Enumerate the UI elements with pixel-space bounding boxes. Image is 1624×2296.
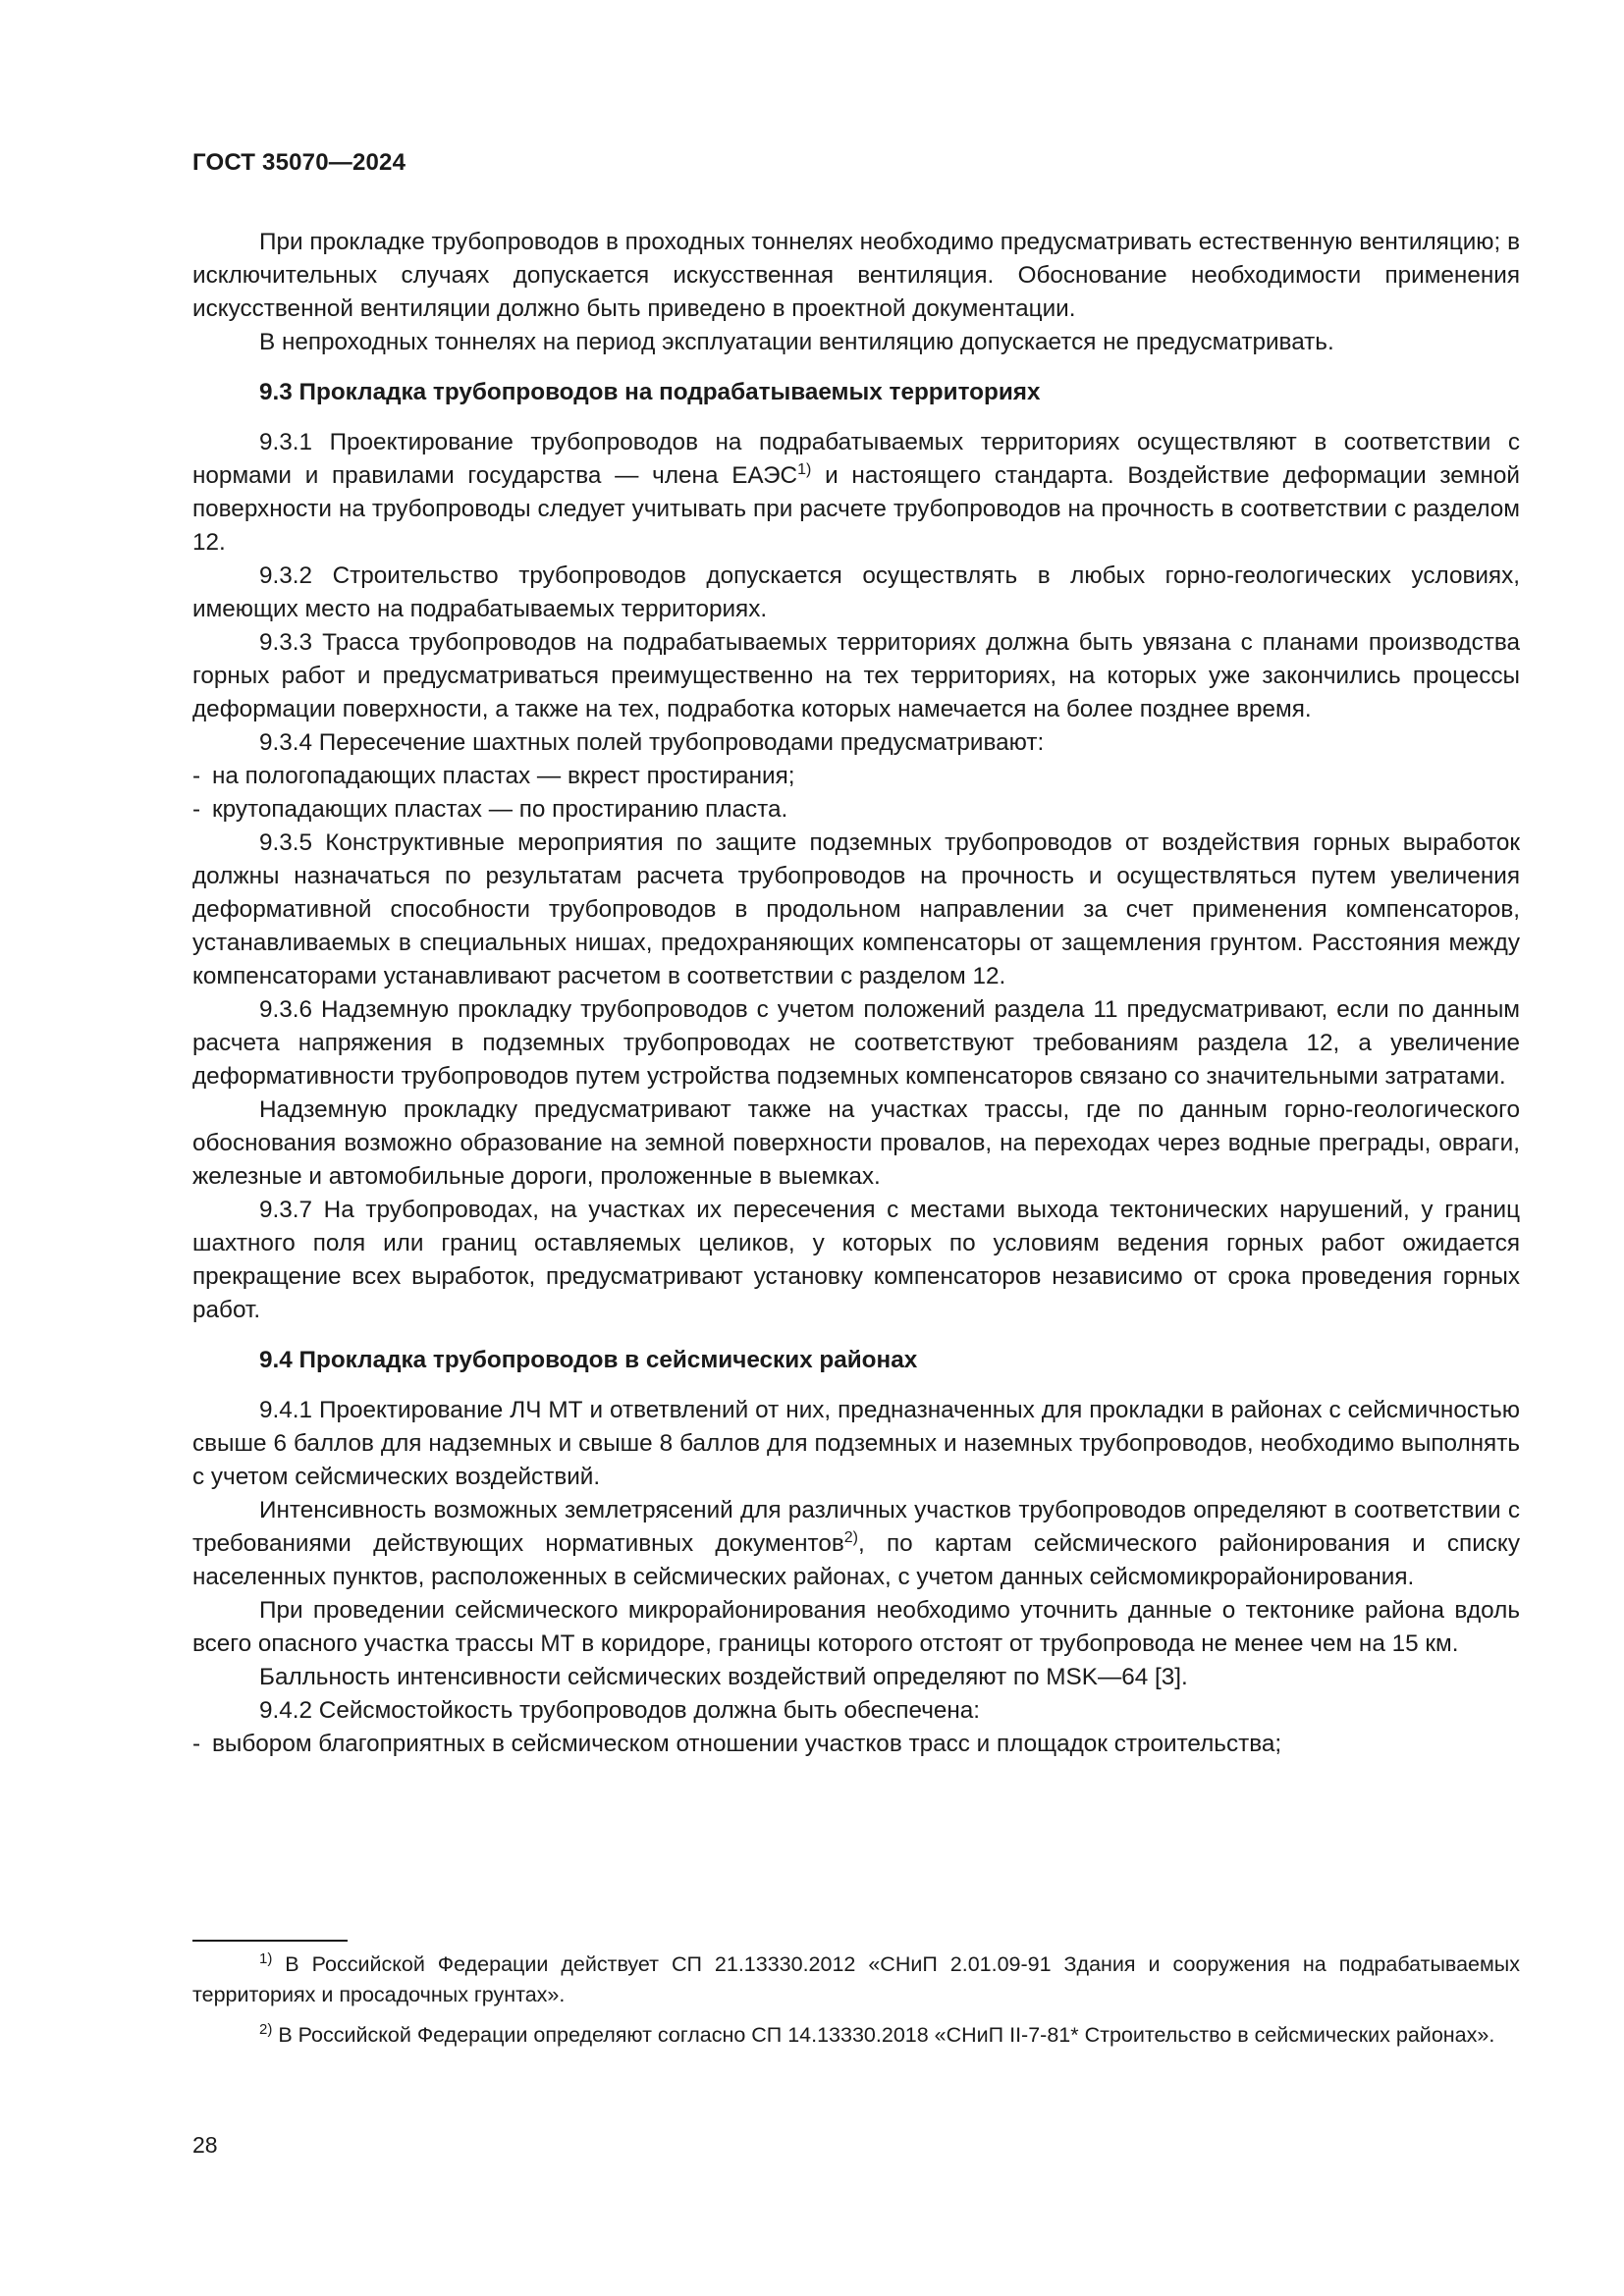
footnote-mark: 1) — [259, 1950, 273, 1967]
paragraph-microzoning: При проведении сейсмического микрорайонирования необходимо уточнить данные о тектонике района вдоль всего опасного участка трассы МТ в коридоре, границы которого отстоят от трубопровода не менее чем на 15 км. — [192, 1597, 1520, 1657]
paragraph-tunnel-ventilation: При прокладке трубопроводов в проходных тоннелях необходимо предусматривать естественную вентиляцию; в исключительных случаях допускается искусственная вентиляция. Обоснование необходимости применения искусственной вентиляции должно быть приведено в проектной документации. — [192, 229, 1520, 322]
list-item-9-4-2-a: - выбором благоприятных в сейсмическом отношении участков трасс и площадок строительства; — [192, 1731, 1282, 1757]
paragraph-9-3-7: 9.3.7 На трубопроводах, на участках их пересечения с местами выхода тектонических нарушений, у границ шахтного поля или границ оставляемых целиков, у которых по условиям ведения горных работ ожидается прекращение всех выработок, предусматривают установку компенсаторов независимо от срока проведения горных работ. — [192, 1197, 1520, 1323]
paragraph-intensity-text-b: , по картам сейсмического районирования и списку населенных пунктов, расположенных в сейсмических районах, с учетом данных сейсмомикрорайонирования. — [192, 1530, 1520, 1590]
footnote-separator — [192, 1940, 348, 1942]
paragraph-9-3-1-text-a: 9.3.1 Проектирование трубопроводов на подрабатываемых территориях осуществляют в соответствии с нормами и правилами государства — члена ЕАЭС — [192, 429, 1520, 489]
list-item-9-3-4-a: - на пологопадающих пластах — вкрест простирания; — [192, 763, 795, 789]
paragraph-9-3-4: 9.3.4 Пересечение шахтных полей трубопроводами предусматривают: — [259, 729, 1045, 756]
list-item-9-3-4-b: - крутопадающих пластах — по простиранию пласта. — [192, 796, 788, 823]
page-body — [192, 226, 1520, 1761]
footnotes — [192, 1949, 1520, 2060]
list-item-text: выбором благоприятных в сейсмическом отношении участков трасс и площадок строительства; — [212, 1731, 1282, 1757]
footnote-mark: 2) — [259, 2021, 273, 2038]
footnote-text: В Российской Федерации действует СП 21.13330.2012 «СНиП 2.01.09-91 Здания и сооружения на подрабатываемых территориях и просадочных грунтах». — [192, 1952, 1520, 2006]
paragraph-9-3-5: 9.3.5 Конструктивные мероприятия по защите подземных трубопроводов от воздействия горных выработок должны назначаться по результатам расчета трубопроводов на прочность и осуществляться путем увеличения деформативной способности трубопроводов в продольном направлении за счет применения компенсаторов, устанавливаемых в специальных нишах, предохраняющих компенсаторы от защемления грунтом. Расстояния между компенсаторами устанавливают расчетом в соответствии с разделом 12. — [192, 829, 1520, 989]
paragraph-9-3-6-aboveground: Надземную прокладку предусматривают также на участках трассы, где по данным горно-геологического обоснования возможно образование на земной поверхности провалов, на переходах через водные преграды, овраги, железные и автомобильные дороги, проложенные в выемках. — [192, 1096, 1520, 1190]
list-item-text: на пологопадающих пластах — вкрест простирания; — [212, 763, 795, 789]
paragraph-intensity-text-a: Интенсивность возможных землетрясений для различных участков трубопроводов определяют в соответствии с требованиями действующих нормативных документов — [192, 1497, 1520, 1557]
section-heading-9-3: 9.3 Прокладка трубопроводов на подрабатываемых территориях — [259, 379, 1041, 405]
footnote-ref-2: 2) — [843, 1529, 859, 1546]
footnote-1 — [192, 1949, 1520, 2010]
footnote-2 — [192, 2020, 1520, 2051]
list-item-text: крутопадающих пластах — по простиранию пласта. — [212, 796, 788, 823]
paragraph-9-3-1 — [192, 426, 1520, 560]
paragraph-non-passable-tunnels: В непроходных тоннелях на период эксплуатации вентиляцию допускается не предусматривать. — [259, 329, 1334, 355]
section-heading-9-4: 9.4 Прокладка трубопроводов в сейсмических районах — [259, 1347, 918, 1373]
paragraph-intensity — [192, 1494, 1520, 1594]
footnote-text: В Российской Федерации определяют согласно СП 14.13330.2018 «СНиП II-7-81* Строительство в сейсмических районах». — [272, 2023, 1495, 2047]
document-id-header: ГОСТ 35070—2024 — [192, 149, 406, 176]
paragraph-9-4-2: 9.4.2 Сейсмостойкость трубопроводов должна быть обеспечена: — [259, 1697, 981, 1724]
footnote-ref-1: 1) — [797, 461, 812, 478]
paragraph-9-3-3: 9.3.3 Трасса трубопроводов на подрабатываемых территориях должна быть увязана с планами производства горных работ и предусматриваться преимущественно на тех территориях, на которых уже закончились процессы деформации поверхности, а также на тех, подработка которых намечается на более позднее время. — [192, 629, 1520, 722]
paragraph-9-4-1: 9.4.1 Проектирование ЛЧ МТ и ответвлений от них, предназначенных для прокладки в районах с сейсмичностью свыше 6 баллов для надземных и свыше 8 баллов для подземных и наземных трубопроводов, необходимо выполнять с учетом сейсмических воздействий. — [192, 1397, 1520, 1490]
paragraph-msk-scale: Балльность интенсивности сейсмических воздействий определяют по MSK—64 [3]. — [259, 1664, 1188, 1690]
paragraph-9-3-1-text-b: и настоящего стандарта. Воздействие деформации земной поверхности на трубопроводы следует учитывать при расчете трубопроводов на прочность в соответствии с разделом 12. — [192, 462, 1521, 556]
paragraph-9-3-6: 9.3.6 Надземную прокладку трубопроводов с учетом положений раздела 11 предусматривают, если по данным расчета напряжения в подземных трубопроводах не соответствуют требованиям раздела 12, а увеличение деформативности трубопроводов путем устройства подземных компенсаторов связано со значительными затратами. — [192, 996, 1520, 1090]
paragraph-9-3-2: 9.3.2 Строительство трубопроводов допускается осуществлять в любых горно-геологических условиях, имеющих место на подрабатываемых территориях. — [192, 562, 1520, 622]
page-number: 28 — [192, 2132, 218, 2158]
